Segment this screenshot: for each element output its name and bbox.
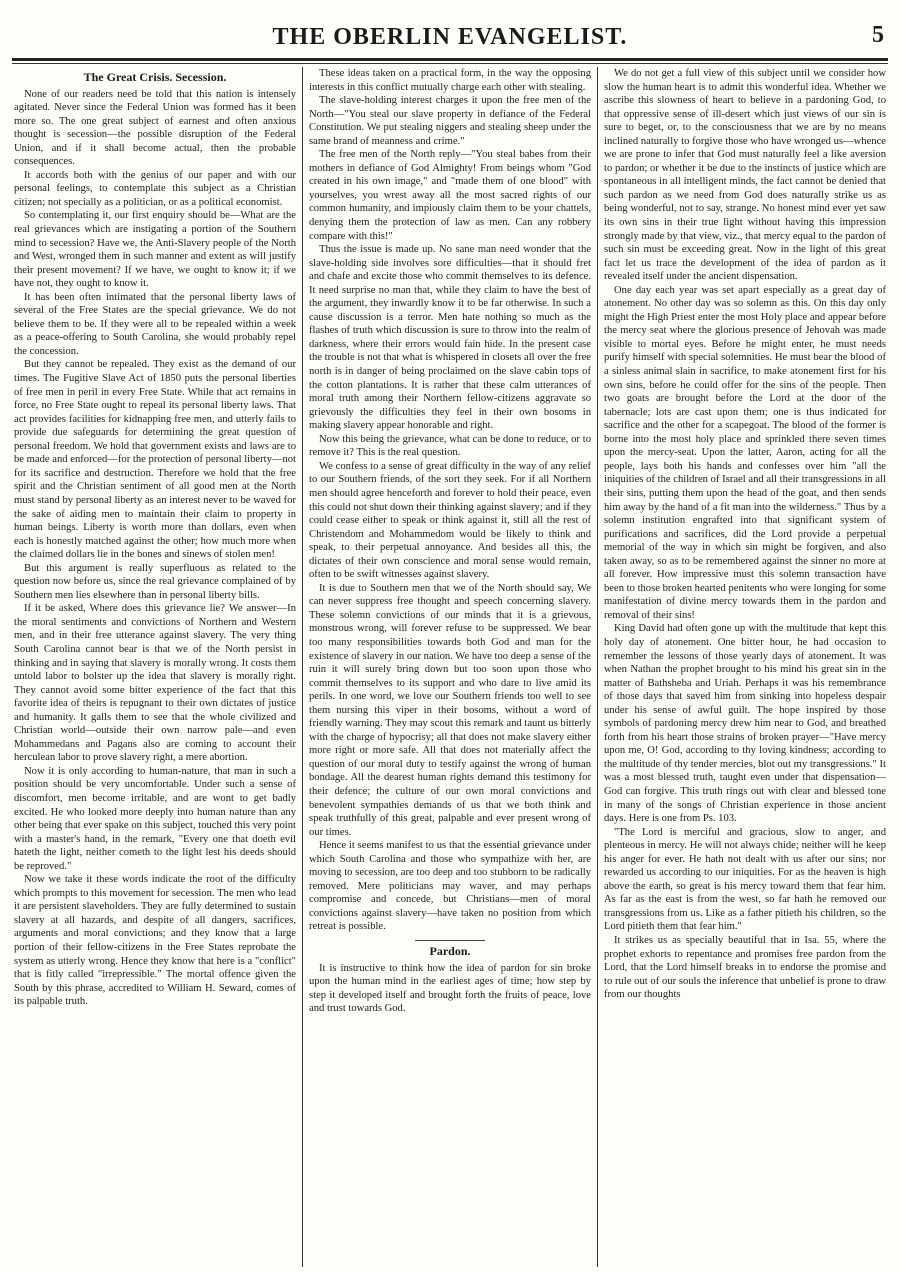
paragraph: It is due to Southern men that we of the North should say, We can never suppress free thought and speech concerning slavery. These solemn convictions of our minds that it is a grievous, monstrous wrong, will forever refuse to be suppressed. We bear too many responsibilities towards both God and man for the existence of slavery in our nation. We have too deep a sense of the ruin it will surely bring down but too soon upon those who commit themselves to its support and who dare to live amid its perils. In one word, we love our Southern friends too well to see them nursing this viper in their bosoms, without a word of friendly warning. They may scout this remark and taunt us bitterly with the charge of hypocrisy; all that does not make slavery either more right or more safe. All that does not materially affect the question of our moral duty to testify against the wrong of human bondage. All the dearest human rights demand this testimony for their defence; the culture of our own moral convictions and benevolent sympathies demands of us that we both think and speak truthfully of this great, palpable and ever present wrong of our times. [309, 582, 591, 838]
paragraph: Now it is only according to human-nature, that man in such a position should be very uncomfortable. Under such a sense of discomfort, men become irritable, and are wont to get badly excited. He who looked more deeply into human nature than any other being that ever spake on this subject, touched this very point with a master's hand, in the remark, "Every one that doeth evil hateth the light, neither cometh to the light lest his deeds should be reproved." [14, 765, 296, 872]
article-heading-pardon: Pardon. [429, 944, 471, 958]
paragraph: But they cannot be repealed. They exist as the demand of our times. The Fugitive Slave Act of 1850 puts the personal liberties of free men in peril in every Free State. While that act remains in force, no Free State ought to repeal its personal liberty laws. That act provides facilities for kidnapping free men, and utterly fails to provide due safeguards for determining the great question of personal freedom. We hold that government exists and laws are to be made and enforced—for the protection of personal liberty—not for its sacrifice and destruction. Therefore we hold that the free spirit and the Christian sentiment of all good men at the North must stand by personal liberty as an interest never to be waved for the sake of aiding men to maintain their claim to property in human beings. Liberty is worth more than dollars, even when each is honestly matched against the other; how much more when the claimed dollars lie in the bones and sinews of stolen men! [14, 359, 296, 561]
paragraph: It accords both with the genius of our paper and with our personal feelings, to contemplate this subject as a Christian citizen; not specially as a politician, or as a political economist. [14, 169, 296, 208]
paragraph: "The Lord is merciful and gracious, slow to anger, and plenteous in mercy. He will not always chide; neither will he keep his anger for ever. He hath not dealt with us after our sins; nor rewarded us according to our iniquities. For as the heaven is high above the earth, so great is his mercy toward them that fear him. As far as the east is from the west, so far hath he removed our transgressions from us. Like as a father pitieth his children, so the Lord pitieth them that fear him." [604, 826, 886, 933]
paragraph: One day each year was set apart especially as a great day of atonement. No other day was so solemn as this. On this day only might the High Priest enter the most Holy place and appear before the mercy seat where the glorious presence of Jehovah was made visible to mortal eyes. Before he might enter, he must needs purify himself with special solemnities. He must bear the blood of a sinless animal slain in sacrifice, to make atonement first for his own sins, before he could offer for the sins of the people. Then two goats are brought before the Lord at the door of the tabernacle; lots are cast upon them; one is thus indicated for sacrifice and the other for a scapegoat. The blood of the former is borne into the most holy place and sprinkled there seven times upon the mercy-seat. Upon the latter, Aaron, acting for all the people, lays both his hands and confesses over him "all the iniquities of the children of Israel and all their transgressions in all their sins, putting them upon the head of the goat, and then sends him away by the hand of a fit man into the wilderness." Thus by a solemn institution engrafted into that significant system of purifications and sacrifices, did the Lord provide a perpetual memorial of the way in which sin might be forgiven, and also taken away, so as to be remembered against the sinner no more at all forever. How impressive must this solemn transaction have been to those broken hearted penitents who were longing for some manifestation of divine mercy towards them in the pardon and removal of their sins! [604, 284, 886, 621]
column-rule [597, 67, 598, 1267]
columns [14, 67, 886, 1267]
paragraph: Thus the issue is made up. No sane man need wonder that the slave-holding side involves sore difficulties—that it should fret and chafe and excite those who commit themselves to its defence. It need surprise no man that, while they claim to have the best of the argument, they inwardly know it to be far otherwise. In such a cause discussion is a terror. Men hate nothing so much as the flashes of truth which discussion is sure to throw into the realm of darkness, where their errors would fain hide. In the present case the trouble is not that what is whispered in closets all over the free north is in danger of being proclaimed on the slave cabin tops of the cotton plantations. It is rather that these calm utterances of moral truth among their Northern fellow-citizens aggravate so grievously the difficulties they feel in their own bosoms in making slavery appear honorable and right. [309, 244, 591, 432]
paragraph: We do not get a full view of this subject until we consider how slow the human heart is to admit this wonderful idea. Whether we ascribe this slowness of heart to believe in a pardoning God, to that oppressive sense of ill-desert which just views of our sin is sure to beget, or, to the consciousness that we are by no means inclined naturally to forgive those who have wronged us—whence we are prone to infer that God must naturally feel a like aversion to pardon; or whether it be due to the instincts of justice which are spontaneous in all intelligent minds, the fact cannot be denied that such pardon as we need from God does naturally strike us as being wonderful, not to say, strange. No honest mind ever yet saw its own sins in their true light without having this impression strongly made by that view, viz., that mercy equal to the pardon of such sin must be exceeding great. Now in the light of this great fact let us trace the development of the idea of pardon as it revealed itself under the ancient dispensation. [604, 68, 886, 283]
column-3 [604, 67, 886, 1267]
article-separator [415, 940, 485, 941]
masthead [0, 22, 900, 58]
paragraph: It strikes us as specially beautiful that in Isa. 55, where the prophet exhorts to repentance and promises free pardon from the Lord, that the Lord himself breaks in to endorse the promise and to rule out of our souls the inference that unbelief is prone to draw from our thoughts [604, 935, 886, 1001]
paragraph: Now we take it these words indicate the root of the difficulty which prompts to this movement for secession. The men who lead it are persistent slaveholders. They are fully determined to sustain slavery at all hazards, and despite of all dangers, sacrifices, arguments and moral convictions; and they know that a large portion of their fellow-citizens in the Free States reprobate the system as utterly wrong. Hence they know that here is a "conflict" that is fitly called "irrepressible." The mortal offence given the South by this phrase, accredited to William H. Seward, comes of its palpable truth. [14, 874, 296, 1008]
paragraph: We confess to a sense of great difficulty in the way of any relief to our Southern friends, of the sort they seek. For if all Northern men should agree henceforth and forever to hold their peace, even this could not shut down their thinking against slavery; and if they could cease either to speak or think against it, still all the rest of Christendom and Mohammedom would be likely to think and speak, to their perpetual annoyance. And besides all this, the dictates of their own conscience and moral sense would remain, often to be swift witnesses against slavery. [309, 460, 591, 581]
paragraph: If it be asked, Where does this grievance lie? We answer—In the moral sentiments and convictions of Northern and Western men, and in their free utterance against slavery. The very thing South Carolina cannot bear is that we of the North persist in thinking and in saying that slavery is morally wrong. It costs them untold labor to bolster up the idea that slavery is morally right. They cannot avoid some bitter experience of the fact that this favorite idea of theirs is repugnant to their own dictates of justice and humanity. It galls them to see that the whole civilized and Christian world—outside their own narrow pale—and even Mohammedans and Pagans also are coming to account their herculean labor to prove slavery right, a mere abortion. [14, 603, 296, 764]
paragraph: It is instructive to think how the idea of pardon for sin broke upon the human mind in the earliest ages of time; how step by step it developed itself and brought forth the fruits of peace, love and trust towards God. [309, 962, 591, 1015]
masthead-rule-thick [12, 58, 888, 61]
page-number: 5 [872, 22, 884, 48]
paragraph: The slave-holding interest charges it upon the free men of the North—"You steal our slave property in defiance of the Federal Constitution. We put stealing niggers and stealing sheep under the same brand of meanness and crime." [309, 95, 591, 147]
article-heading-great-crisis: The Great Crisis. Secession. [83, 70, 227, 84]
column-2 [309, 67, 591, 1267]
column-1 [14, 67, 296, 1267]
paragraph: These ideas taken on a practical form, in the way the opposing interests in this conflict mutually charge each other with stealing. [309, 68, 591, 93]
paragraph: The free men of the North reply—"You steal babes from their mothers in defiance of God Almighty! From beings whom "God created in his own image," and "made them of one blood" with yourselves, you wrest away all the most sacred rights of our common humanity, and impiously claim them to be your chattels, denying them the protection of law as men. Can any robbery compare with this!" [309, 149, 591, 242]
paragraph: Hence it seems manifest to us that the essential grievance under which South Carolina and those who sympathize with her, are moving to secession, are too deep and too stubborn to be radically removed. Mere politicians may waver, and may perhaps compromise and concede, but Christians—men of moral convictions against slavery—have taken no position from which retreat is possible. [309, 840, 591, 933]
masthead-rule-thin [12, 63, 888, 64]
paragraph: But this argument is really superfluous as related to the question now before us, since the real grievance complained of by Southern men lies elsewhere than in personal liberty bills. [14, 562, 296, 601]
paragraph: King David had often gone up with the multitude that kept this holy day of atonement. One bitter hour, he had occasion to remember the lessons of those yearly days of atonement. It was when Nathan the prophet brought to his mind his great sin in the matter of Bathsheba and Uriah. Perhaps it was his remembrance of those days that saved him from sinking into hopeless despair under his sense of awful guilt. The hope inspired by those symbols of pardoning mercy drew him near to God, and breathed forth from his heart those strains of broken prayer—"Have mercy upon me, O! God, according to thy loving kindness; according to the multitude of thy tender mercies, blot out my transgressions." It was a most blessed truth, taught even under that dispensation—God can forgive. This truth rings out with clear and blessed tone in many of the songs of Christian experience in those ancient days. Here is one from Ps. 103. [604, 623, 886, 825]
paragraph: So contemplating it, our first enquiry should be—What are the real grievances which are instigating a portion of the Southern mind to secession? Have we, the Anti-Slavery people of the North and West, wronged them in such manner and extent as will justify their present movement? If we have, we ought to know it; if we have not, they ought to know it. [14, 210, 296, 290]
paragraph: Now this being the grievance, what can be done to reduce, or to remove it? This is the real question. [309, 433, 591, 459]
column-rule [302, 67, 303, 1267]
paragraph: It has been often intimated that the personal liberty laws of several of the Free States are the special grievance. We do not believe them to be. If they were all to be repealed within a week as a peace-offering to South Carolina, she would probably repel the concession. [14, 291, 296, 357]
paragraph: None of our readers need be told that this nation is intensely agitated. Never since the Federal Union was formed has it been more so. The one great subject of earnest and often anxious thought is secession—the possible disruption of the Federal Union, and if it shall become actual, then the probable consequences. [14, 88, 296, 168]
newspaper-title: THE OBERLIN EVANGELIST. [272, 24, 628, 50]
